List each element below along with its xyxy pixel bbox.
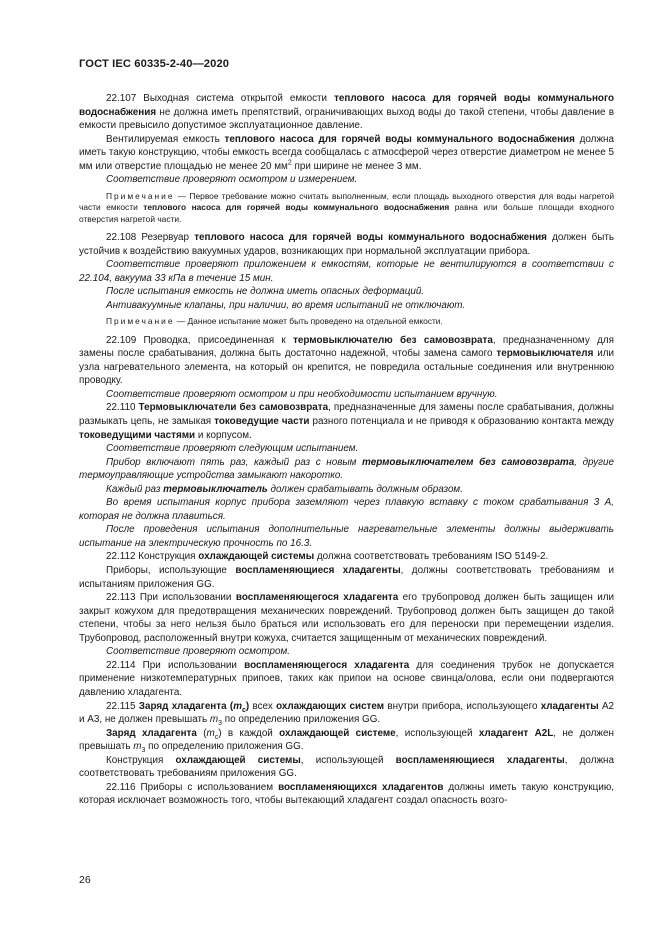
paragraph-cooling-system-design: Конструкция охлаждающей системы, использующей воспламеняющиеся хладагенты, должна соответствовать требованиям приложения GG. bbox=[79, 754, 615, 780]
test-result-text: После испытания емкость не должна иметь опасных деформаций. bbox=[106, 286, 425, 298]
test-procedure-text: Во время испытания корпус прибора заземляют через плавкую вставку с током срабатывания 3 А, которая не должна плавиться. bbox=[79, 497, 614, 522]
clause-22-112: 22.112 Конструкция охлаждающей системы должна соответствовать требованиям ISO 5149-2. bbox=[106, 551, 549, 563]
paragraph-vented-tank: Вентилируемая емкость теплового насоса для горячей воды коммунального водоснабжения должна иметь такую конструкцию, чтобы емкость всегда сообщалась с атмосферой через отверстие диаметром не менее 5 мм или отверстие площадью не менее 20 $мм^2$ при ширине не менее 3 мм. bbox=[79, 133, 614, 172]
test-condition-text: Антивакуумные клапаны, при наличии, во время испытаний не отключают. bbox=[106, 299, 466, 311]
compliance-check: Соответствие проверяют осмотром и при необходимости испытанием вручную. bbox=[106, 388, 498, 400]
test-procedure-text: Каждый раз термовыключатель должен срабатывать должным образом. bbox=[106, 483, 463, 495]
clause-22-108: 22.108 Резервуар теплового насоса для горячей воды коммунального водоснабжения должен быть устойчив к воздействию вакуумных ударов, возникающих при нормальной эксплуатации прибора. bbox=[79, 232, 615, 257]
clause-22-115: 22.115 Заряд хладагента $(m_c)$ всех охлаждающих систем внутри прибора, использующего хладагенты A2 и A3, не должен превышать $m_3$ по определению приложения GG. bbox=[79, 700, 615, 728]
clause-22-109: 22.109 Проводка, присоединенная к термовыключателю без самовозврата, предназначенному для замены после срабатывания, должна быть достаточно надежной, чтобы замена самого термовыключателя или узла нагревательного элемента, на который он крепится, не повредила остальные соединения или внутреннюю проводку. bbox=[79, 334, 614, 387]
clause-22-114: 22.114 При использовании воспламеняющегося хладагента для соединения трубок не допускается применение низкотемпературных припоев, таких как припои на основе свинца/олова, если они подвергаются давлению хладагента. bbox=[79, 659, 614, 698]
page-number: 26 bbox=[79, 874, 91, 886]
clause-22-116: 22.116 Приборы с использованием воспламеняющихся хладагентов должны иметь такую конструкцию, которая исключает возможность того, чтобы вытекающий хладагент создал опасность возго- bbox=[79, 781, 614, 807]
compliance-check: Соответствие проверяют осмотром. bbox=[106, 646, 291, 658]
document-header: ГОСТ IEC 60335-2-40—2020 bbox=[79, 58, 230, 70]
clause-22-113: 22.113 При использовании воспламеняющегося хладагента его трубопровод должен быть защищен или закрыт кожухом для предотвращения механических повреждений. Трубопровод должен быть защищен до такой степени, чтобы за него нельзя было браться или использовать его для переноски при перемещении изделия. Трубопровод, расположенный внутри кожуха, считается защищенным от механических повреждений. bbox=[79, 592, 614, 644]
clause-22-107: 22.107 Выходная система открытой емкости теплового насоса для горячей воды коммунального водоснабжения не должна иметь препятствий, ограничивающих выход воды до такой степени, чтобы давление в емкости превысило допустимое эксплуатационное давление. bbox=[79, 93, 614, 132]
compliance-check: Соответствие проверяют приложением к емкостям, которые не вентилируются в соответствии с 22.104, вакуума 33 кПа в течение 15 мин. bbox=[79, 259, 614, 284]
test-procedure-text: Прибор включают пять раз, каждый раз с новым термовыключателем без самовозврата, другие термоуправляющие устройства замыкают накоротко. bbox=[79, 456, 614, 482]
paragraph-refrigerant-charge: Заряд хладагента $(m_c)$ в каждой охлаждающей системе, использующей хладагент A2L, не должен превышать $m_3$ по определению приложения GG. bbox=[79, 727, 614, 755]
compliance-check: Соответствие проверяют осмотром и измерением. bbox=[106, 174, 358, 186]
clause-22-110: 22.110 Термовыключатели без самовозврата, предназначенные для замены после срабатывания, должны размыкать цепь, не замыкая токоведущие части разного потенциала и не приводя к образованию контакта между токоведущими частями и корпусом. bbox=[79, 402, 615, 441]
test-procedure-text: После проведения испытания дополнительные нагревательные элементы должны выдерживать испытание на электрическую прочность по 16.3. bbox=[79, 524, 614, 549]
note-separate-tank: Примечание — Данное испытание может быть проведено на отдельной емкости. bbox=[106, 316, 443, 327]
note-first-requirement: Примечание — Первое требование можно считать выполненным, если площадь выходного отверстия для воды нагретой части емкости теплового насоса для горячей воды коммунального водоснабжения равна или больше площади входного отверстия нагретой части. bbox=[79, 190, 614, 224]
compliance-check: Соответствие проверяют следующим испытанием. bbox=[106, 443, 359, 455]
paragraph-flammable-refrigerants: Приборы, использующие воспламеняющиеся хладагенты, должны соответствовать требованиям и испытаниям приложения GG. bbox=[79, 565, 615, 590]
document-body bbox=[79, 92, 614, 808]
